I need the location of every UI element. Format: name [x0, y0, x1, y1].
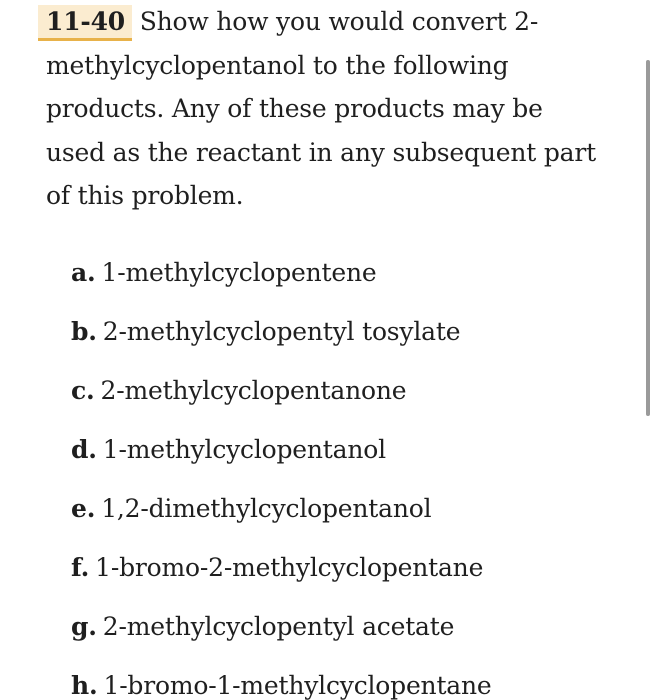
part-letter: e. — [71, 494, 96, 523]
list-item — [71, 251, 492, 310]
part-letter: d. — [71, 435, 97, 464]
parts-list — [71, 251, 492, 700]
problem-text: Show how you would convert 2-methylcyclopentanol to the following products. Any of these products may be used as the reactant in any subsequent part of this problem. — [46, 7, 596, 210]
part-text: 1-methylcyclopentanol — [102, 435, 386, 464]
part-letter: a. — [71, 258, 96, 287]
list-item — [71, 369, 492, 428]
problem-number[interactable]: 11-40 — [38, 5, 132, 41]
part-letter: f. — [71, 553, 90, 582]
vertical-scrollbar[interactable] — [646, 60, 650, 416]
part-text: 1-methylcyclopentene — [101, 258, 377, 287]
list-item — [71, 310, 492, 369]
part-letter: h. — [71, 671, 98, 700]
list-item — [71, 546, 492, 605]
part-letter: b. — [71, 317, 97, 346]
part-text: 2-methylcyclopentyl acetate — [102, 612, 455, 641]
list-item — [71, 487, 492, 546]
list-item — [71, 605, 492, 664]
part-text: 2-methylcyclopentanone — [100, 376, 407, 405]
list-item — [71, 428, 492, 487]
part-letter: g. — [71, 612, 97, 641]
part-text: 1-bromo-2-methylcyclopentane — [95, 553, 484, 582]
part-text: 2-methylcyclopentyl tosylate — [102, 317, 461, 346]
part-text: 1-bromo-1-methylcyclopentane — [103, 671, 492, 700]
list-item — [71, 664, 492, 700]
part-text: 1,2-dimethylcyclopentanol — [101, 494, 432, 523]
part-letter: c. — [71, 376, 95, 405]
problem-statement — [46, 0, 606, 218]
